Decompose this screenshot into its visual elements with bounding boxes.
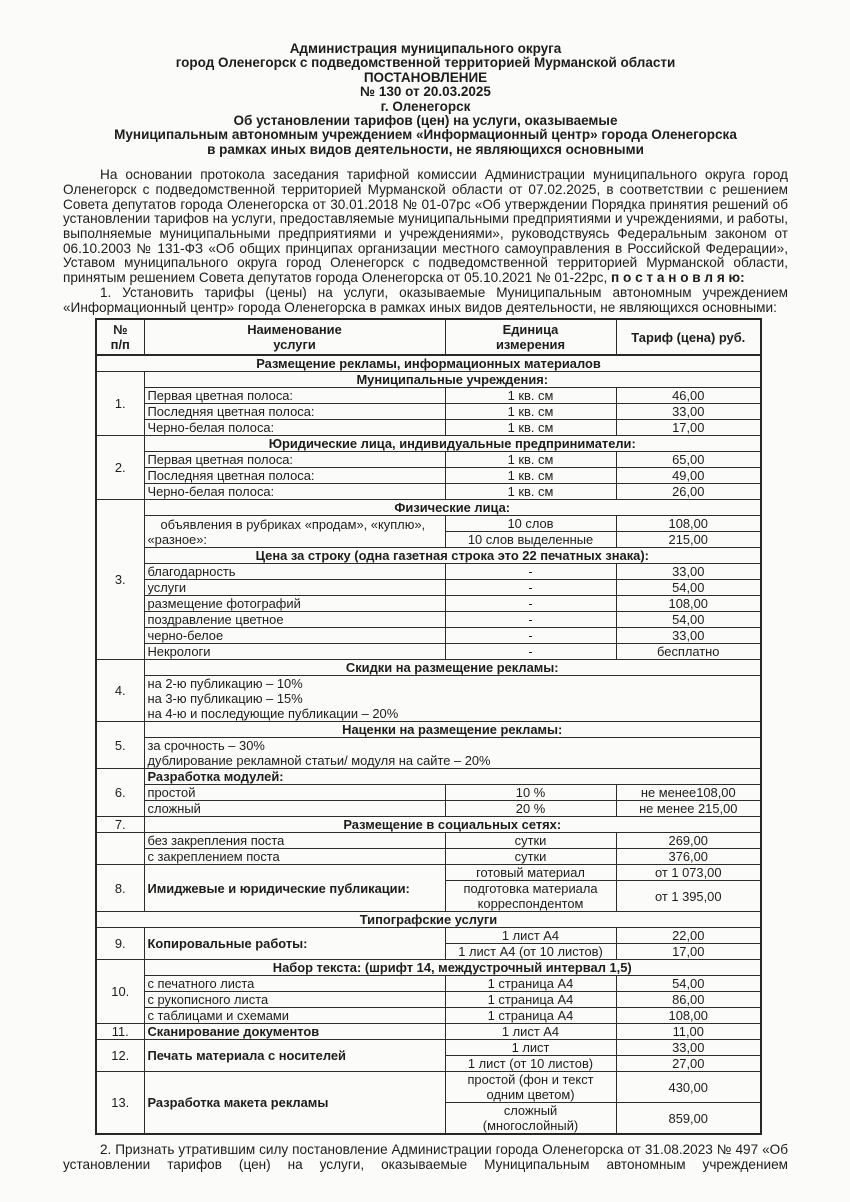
service-name-cell: за срочность – 30% дублирование рекламной статьи/ модуля на сайте – 20% <box>144 738 761 769</box>
value-cell: 33,00 <box>616 1040 761 1056</box>
value-cell: 27,00 <box>616 1056 761 1072</box>
row-number-cell: 3. <box>96 500 144 660</box>
row-number-cell: 5. <box>96 722 144 769</box>
value-cell: 10 % <box>445 785 616 801</box>
section-header-cell: Цена за строку (одна газетная строка это 22 печатных знака): <box>144 548 761 564</box>
value-cell: 1 лист А4 (от 10 листов) <box>445 944 616 960</box>
section-header-cell: Юридические лица, индивидуальные предприниматели: <box>144 436 761 452</box>
column-header-cell: Единица измерения <box>445 319 616 355</box>
table-row <box>96 516 761 532</box>
column-header-cell: Тариф (цена) руб. <box>616 319 761 355</box>
preamble-text: На основании протокола заседания тарифной комиссии Администрации муниципального округа город Оленегорск с подведомственной территорией Мурманской области от 07.02.2025, в соответствии с решением Совета депутатов города Оленегорска от 30.01.2018 № 01-07рс «Об утверждении Порядка принятия решений об установлении тарифов на услуги, предоставляемые муниципальными предприятиями и учреждениями, и работы, выполняемые муниципальными предприятиями и учреждениями», руководствуясь Федеральным законом от 06.10.2003 № 131-ФЗ «Об общих принципах организации местного самоуправления в Российской Федерации», Уставом муниципального округа город Оленегорск с подведомственной территорией Мурманской области, принятым решением Совета депутатов города Оленегорска от 05.10.2021 № 01-22рс, <box>63 167 788 286</box>
table-row <box>96 992 761 1008</box>
value-cell: 10 слов выделенные <box>445 532 616 548</box>
service-name-cell: Первая цветная полоса: <box>144 388 445 404</box>
service-name-cell: Черно-белая полоса: <box>144 484 445 500</box>
service-name-cell: сложный <box>144 801 445 817</box>
item-1-paragraph: 1. Установить тарифы (цены) на услуги, оказываемые Муниципальным автономным учреждением «Информационный центр» города Оленегорска в рамках иных видов деятельности, не являющихся основными: <box>63 284 788 315</box>
value-cell: сутки <box>445 833 616 849</box>
item-2-paragraph: 2. Признать утратившим силу постановление Администрации города Оленегорска от 31.08.2023 № 497 «Об установлении тарифов (цен) на услуги, оказываемые Муниципальным автономным учреждением <box>63 1142 788 1173</box>
value-cell: не менее108,00 <box>616 785 761 801</box>
document-number-date: № 130 от 20.03.2025 <box>360 84 491 100</box>
table-row <box>96 548 761 564</box>
table-row <box>96 388 761 404</box>
value-cell: от 1 395,00 <box>616 881 761 912</box>
value-cell: 1 кв. см <box>445 468 616 484</box>
service-name-cell: Первая цветная полоса: <box>144 452 445 468</box>
row-number-cell: 7. <box>96 817 144 833</box>
value-cell: подготовка материала корреспондентом <box>445 881 616 912</box>
service-name-cell: Некрологи <box>144 644 445 660</box>
table-row <box>96 1008 761 1024</box>
value-cell: - <box>445 564 616 580</box>
service-name-cell: услуги <box>144 580 445 596</box>
value-cell: 1 лист (от 10 листов) <box>445 1056 616 1072</box>
row-number-cell: 4. <box>96 660 144 722</box>
value-cell: 22,00 <box>616 928 761 944</box>
row-number-cell: 11. <box>96 1024 144 1040</box>
value-cell: 54,00 <box>616 612 761 628</box>
authority-line: Администрация муниципального округа <box>289 41 562 56</box>
row-number-cell: 13. <box>96 1072 144 1135</box>
value-cell: 1 страница А4 <box>445 1008 616 1024</box>
section-header-cell: Наценки на размещение рекламы: <box>144 722 761 738</box>
table-row <box>96 1024 761 1040</box>
row-number-cell: 8. <box>96 865 144 912</box>
service-name-cell: Печать материала с носителей <box>144 1040 445 1072</box>
table-row <box>96 612 761 628</box>
value-cell: - <box>445 628 616 644</box>
table-row <box>96 644 761 660</box>
section-header-cell: Размещение в социальных сетях: <box>144 817 761 833</box>
service-name-cell: на 2-ю публикацию – 10% на 3-ю публикацию – 15% на 4-ю и последующие публикации – 20% <box>144 676 761 722</box>
value-cell: сутки <box>445 849 616 865</box>
service-name-cell: простой <box>144 785 445 801</box>
table-row <box>96 596 761 612</box>
service-name-cell: с таблицами и схемами <box>144 1008 445 1024</box>
service-name-cell: с закреплением поста <box>144 849 445 865</box>
authority-line: город Оленегорск с подведомственной территорией Мурманской области <box>175 55 676 71</box>
value-cell: 20 % <box>445 801 616 817</box>
table-row <box>96 722 761 738</box>
service-name-cell: Черно-белая полоса: <box>144 420 445 436</box>
service-name-cell: Последняя цветная полоса: <box>144 404 445 420</box>
table-row <box>96 660 761 676</box>
preamble-paragraph <box>63 168 788 286</box>
value-cell: 1 лист А4 <box>445 1024 616 1040</box>
value-cell: 430,00 <box>616 1072 761 1103</box>
value-cell: не менее 215,00 <box>616 801 761 817</box>
table-row <box>96 484 761 500</box>
value-cell: 1 страница А4 <box>445 976 616 992</box>
value-cell: готовый материал <box>445 865 616 881</box>
service-name-cell: Копировальные работы: <box>144 928 445 960</box>
value-cell: 33,00 <box>616 564 761 580</box>
value-cell: 11,00 <box>616 1024 761 1040</box>
table-row <box>96 580 761 596</box>
tariff-table-body <box>96 319 761 1134</box>
table-row <box>96 628 761 644</box>
value-cell: - <box>445 580 616 596</box>
value-cell: 33,00 <box>616 628 761 644</box>
document-city: г. Оленегорск <box>380 98 471 114</box>
table-row <box>96 452 761 468</box>
section-header-cell: Набор текста: (шрифт 14, междустрочный интервал 1,5) <box>144 960 761 976</box>
table-row <box>96 500 761 516</box>
value-cell: 1 лист <box>445 1040 616 1056</box>
value-cell: 1 кв. см <box>445 388 616 404</box>
value-cell: 1 кв. см <box>445 404 616 420</box>
value-cell: 1 кв. см <box>445 452 616 468</box>
value-cell: - <box>445 644 616 660</box>
value-cell: 108,00 <box>616 596 761 612</box>
value-cell: 1 кв. см <box>445 420 616 436</box>
table-row <box>96 420 761 436</box>
service-name-cell: без закрепления поста <box>144 833 445 849</box>
table-row <box>96 976 761 992</box>
table-row <box>96 738 761 769</box>
document-type: ПОСТАНОВЛЕНИЕ <box>363 69 488 85</box>
table-row <box>96 912 761 928</box>
table-row <box>96 468 761 484</box>
value-cell: 215,00 <box>616 532 761 548</box>
section-header-cell: Типографские услуги <box>96 912 761 928</box>
row-number-cell: 2. <box>96 436 144 500</box>
service-name-cell: размещение фотографий <box>144 596 445 612</box>
column-header-cell: № п/п <box>96 319 144 355</box>
service-name-cell: объявления в рубриках «продам», «куплю», «разное»: <box>144 516 445 548</box>
service-name-cell: черно-белое <box>144 628 445 644</box>
table-row <box>96 785 761 801</box>
value-cell: 1 кв. см <box>445 484 616 500</box>
value-cell: 26,00 <box>616 484 761 500</box>
document-header <box>63 42 788 157</box>
section-header-cell: Скидки на размещение рекламы: <box>144 660 761 676</box>
value-cell: 49,00 <box>616 468 761 484</box>
value-cell: от 1 073,00 <box>616 865 761 881</box>
value-cell: - <box>445 612 616 628</box>
value-cell: 859,00 <box>616 1103 761 1135</box>
service-name-cell: Сканирование документов <box>144 1024 445 1040</box>
document-subject: в рамках иных видов деятельности, не являющихся основными <box>207 141 644 157</box>
table-row <box>96 960 761 976</box>
value-cell: 269,00 <box>616 833 761 849</box>
value-cell: 376,00 <box>616 849 761 865</box>
service-name-cell: с печатного листа <box>144 976 445 992</box>
table-row <box>96 928 761 944</box>
table-row <box>96 801 761 817</box>
table-row <box>96 372 761 388</box>
table-row <box>96 1072 761 1103</box>
resolution-word: п о с т а н о в л я ю: <box>611 270 745 286</box>
section-header-cell: Разработка модулей: <box>144 769 761 785</box>
document-subject: Муниципальным автономным учреждением «Информационный центр» города Оленегорска <box>114 127 737 143</box>
row-number-cell: 1. <box>96 372 144 436</box>
table-row <box>96 817 761 833</box>
table-row <box>96 833 761 849</box>
table-row <box>96 436 761 452</box>
section-header-cell: Муниципальные учреждения: <box>144 372 761 388</box>
value-cell: бесплатно <box>616 644 761 660</box>
row-number-cell <box>96 833 144 865</box>
table-row <box>96 769 761 785</box>
value-cell: 46,00 <box>616 388 761 404</box>
section-header-cell: Размещение рекламы, информационных материалов <box>96 355 761 372</box>
column-header-cell: Наименование услуги <box>144 319 445 355</box>
table-row <box>96 676 761 722</box>
document-subject: Об установлении тарифов (цен) на услуги, оказываемые <box>233 113 618 129</box>
row-number-cell: 10. <box>96 960 144 1024</box>
row-number-cell: 6. <box>96 769 144 817</box>
value-cell: сложный (многослойный) <box>445 1103 616 1135</box>
value-cell: 86,00 <box>616 992 761 1008</box>
table-row <box>96 319 761 355</box>
value-cell: 33,00 <box>616 404 761 420</box>
tariff-table <box>95 318 762 1135</box>
value-cell: 54,00 <box>616 976 761 992</box>
row-number-cell: 12. <box>96 1040 144 1072</box>
value-cell: 1 лист А4 <box>445 928 616 944</box>
table-row <box>96 849 761 865</box>
value-cell: 1 страница А4 <box>445 992 616 1008</box>
value-cell: 17,00 <box>616 420 761 436</box>
value-cell: 65,00 <box>616 452 761 468</box>
value-cell: 10 слов <box>445 516 616 532</box>
table-row <box>96 355 761 372</box>
value-cell: 54,00 <box>616 580 761 596</box>
value-cell: 108,00 <box>616 516 761 532</box>
value-cell: 17,00 <box>616 944 761 960</box>
service-name-cell: Последняя цветная полоса: <box>144 468 445 484</box>
value-cell: 108,00 <box>616 1008 761 1024</box>
value-cell: простой (фон и текст одним цветом) <box>445 1072 616 1103</box>
row-number-cell: 9. <box>96 928 144 960</box>
section-header-cell: Физические лица: <box>144 500 761 516</box>
service-name-cell: с рукописного листа <box>144 992 445 1008</box>
table-row <box>96 1040 761 1056</box>
service-name-cell: поздравление цветное <box>144 612 445 628</box>
service-name-cell: Разработка макета рекламы <box>144 1072 445 1135</box>
table-row <box>96 404 761 420</box>
service-name-cell: благодарность <box>144 564 445 580</box>
value-cell: - <box>445 596 616 612</box>
table-row <box>96 564 761 580</box>
service-name-cell: Имиджевые и юридические публикации: <box>144 865 445 912</box>
table-row <box>96 865 761 881</box>
